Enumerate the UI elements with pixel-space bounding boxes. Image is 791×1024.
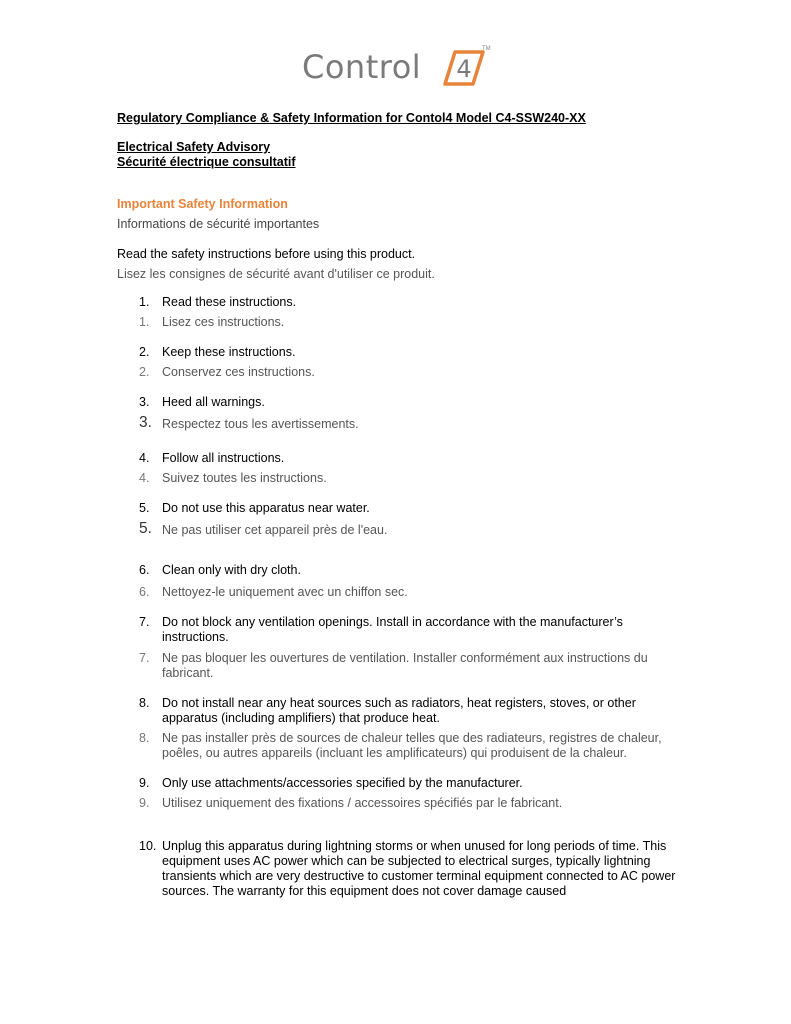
list-item <box>117 696 677 761</box>
item-number: 4. <box>139 451 150 465</box>
list-item <box>117 395 677 432</box>
item-number: 2. <box>139 365 150 379</box>
item-en: 1. Read these instructions. <box>139 295 297 309</box>
item-number: 4. <box>139 471 150 485</box>
item-en: 10. Unplug this apparatus during lightning storms or when unused for long periods of time. This equipment uses AC power which can be subjected to electrical surges, typically lightning transients which are very destructive to customer terminal equipment connected to AC power sources. The warranty for this equipment does not cover damage caused <box>139 839 676 898</box>
item-fr: 2. Conservez ces instructions. <box>139 365 315 379</box>
item-fr: 5. Ne pas utiliser cet appareil près de l'eau. <box>139 520 388 537</box>
item-number: 8. <box>139 731 150 745</box>
item-number: 5. <box>139 501 150 515</box>
advisory-block <box>117 140 677 170</box>
list-item <box>117 345 677 380</box>
logo-mark-digit: 4 <box>456 55 472 83</box>
item-number: 9. <box>139 776 150 790</box>
control4-logo <box>302 46 492 92</box>
item-number: 8. <box>139 696 150 710</box>
list-item <box>117 615 677 681</box>
item-fr: 7. Ne pas bloquer les ouvertures de ventilation. Installer conformément aux instructions du fabricant. <box>139 651 648 680</box>
logo-trademark: TM <box>482 46 491 52</box>
item-number: 3. <box>139 414 152 431</box>
item-fr: 1. Lisez ces instructions. <box>139 315 285 329</box>
item-number: 9. <box>139 796 150 810</box>
item-number: 1. <box>139 295 150 309</box>
item-en: 9. Only use attachments/accessories specified by the manufacturer. <box>139 776 523 790</box>
item-fr: 9. Utilisez uniquement des fixations / accessoires spécifiés par le fabricant. <box>139 796 563 810</box>
item-en: 7. Do not block any ventilation openings. Install in accordance with the manufacturer’s instructions. <box>139 615 623 644</box>
section-heading: Important Safety Information <box>117 197 288 211</box>
item-fr: 8. Ne pas installer près de sources de chaleur telles que des radiateurs, registres de chaleur, poêles, ou autres appareils (incluant les amplificateurs) qui produisent de la chaleur. <box>139 731 662 760</box>
item-en: 3. Heed all warnings. <box>139 395 265 409</box>
advisory-fr: Sécurité électrique consultatif <box>117 155 296 169</box>
item-number: 10. <box>139 839 157 853</box>
logo-mark-icon <box>437 46 487 90</box>
list-item <box>117 451 677 486</box>
item-en: 8. Do not install near any heat sources such as radiators, heat registers, stoves, or other apparatus (including amplifiers) that produce heat. <box>139 696 636 725</box>
item-fr: 6. Nettoyez-le uniquement avec un chiffon sec. <box>139 585 408 599</box>
item-number: 7. <box>139 615 150 629</box>
item-number: 3. <box>139 395 150 409</box>
item-number: 1. <box>139 315 150 329</box>
intro-en: Read the safety instructions before using this product. <box>117 247 416 261</box>
item-en: 5. Do not use this apparatus near water. <box>139 501 370 515</box>
item-en: 6. Clean only with dry cloth. <box>139 563 301 577</box>
item-fr: 3. Respectez tous les avertissements. <box>139 414 359 431</box>
item-fr: 4. Suivez toutes les instructions. <box>139 471 327 485</box>
list-item <box>117 295 677 330</box>
safety-instructions-list <box>117 295 677 899</box>
logo-text: Control <box>302 48 422 86</box>
document-header <box>117 109 677 282</box>
item-number: 7. <box>139 651 150 665</box>
item-number: 2. <box>139 345 150 359</box>
item-en: 4. Follow all instructions. <box>139 451 285 465</box>
list-item <box>117 563 677 600</box>
item-number: 5. <box>139 520 152 537</box>
list-item <box>117 839 677 899</box>
advisory-en: Electrical Safety Advisory <box>117 140 271 154</box>
list-item <box>117 776 677 811</box>
item-number: 6. <box>139 563 150 577</box>
list-item <box>117 501 677 538</box>
document-title: Regulatory Compliance & Safety Information for Contol4 Model C4-SSW240-XX <box>117 111 586 125</box>
item-number: 6. <box>139 585 150 599</box>
section-heading-fr: Informations de sécurité importantes <box>117 217 320 231</box>
intro-fr: Lisez les consignes de sécurité avant d'utiliser ce produit. <box>117 267 435 281</box>
item-en: 2. Keep these instructions. <box>139 345 296 359</box>
